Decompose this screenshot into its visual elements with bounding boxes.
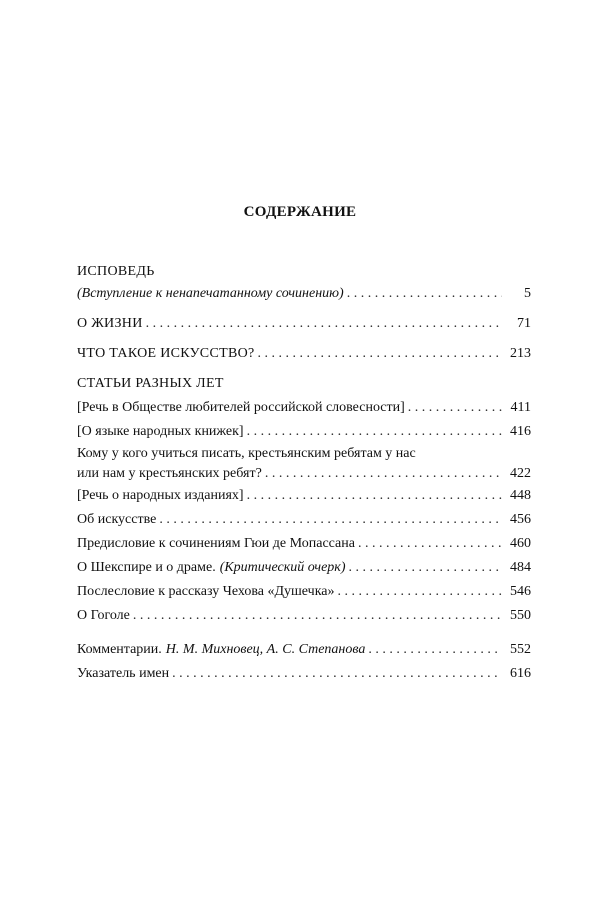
- leader-dots: [338, 582, 503, 602]
- page-number: 213: [510, 346, 531, 361]
- leader-dots: [265, 464, 502, 484]
- page-number: 448: [510, 488, 531, 503]
- toc-entry-title: [Речь о народных изданиях]: [77, 488, 244, 503]
- toc-entry: [77, 486, 531, 506]
- toc-entry-title: Кому у кого учиться писать, крестьянским ребятам у нас: [77, 446, 416, 461]
- toc-section-title: О ЖИЗНИ: [77, 316, 143, 331]
- leader-dots: [133, 606, 502, 626]
- toc-section-ispoved: [77, 262, 531, 282]
- leader-dots: [258, 344, 503, 364]
- page-number: 484: [510, 560, 531, 575]
- page-number: 416: [510, 424, 531, 439]
- toc-section-iskusstvo: [77, 344, 531, 364]
- page-title: СОДЕРЖАНИЕ: [243, 204, 357, 220]
- toc-entry: [77, 422, 531, 442]
- leader-dots: [146, 314, 502, 334]
- page-number: 550: [510, 608, 531, 623]
- leader-dots: [368, 640, 502, 660]
- page-number: 546: [510, 584, 531, 599]
- toc-section-title: СТАТЬИ РАЗНЫХ ЛЕТ: [77, 376, 224, 391]
- toc-entry: [77, 444, 531, 484]
- toc-entry-title: О Гоголе: [77, 608, 130, 623]
- leader-dots: [358, 534, 502, 554]
- leader-dots: [172, 664, 502, 684]
- toc-entry-subtitle: (Вступление к ненапечатанному сочинению): [77, 286, 344, 301]
- toc-section-stati: [77, 374, 531, 394]
- leader-dots: [408, 398, 502, 418]
- leader-dots: [347, 284, 502, 304]
- toc-entry-title-continued: или нам у крестьянских ребят?: [77, 466, 262, 481]
- page-number: 460: [510, 536, 531, 551]
- page-number: 411: [510, 400, 531, 415]
- toc-entry-ispoved-subtitle: [77, 284, 531, 304]
- toc-entry-title: Указатель имен: [77, 666, 170, 681]
- toc-entry-title: [Речь в Обществе любителей российской словесности]: [77, 400, 405, 415]
- toc-entry: [77, 398, 531, 418]
- toc-entry: [77, 558, 531, 578]
- table-of-contents: [77, 0, 531, 900]
- leader-dots: [247, 486, 502, 506]
- toc-entry: [77, 510, 531, 530]
- toc-entry-comments: [77, 640, 531, 660]
- page-number: 71: [517, 316, 531, 331]
- toc-entry-index: [77, 664, 531, 684]
- toc-entry: [77, 606, 531, 626]
- toc-section-title: ИСПОВЕДЬ: [77, 264, 155, 279]
- toc-entry-title: О Шекспире и о драме.: [77, 560, 216, 575]
- page-number: 552: [510, 642, 531, 657]
- toc-entry-title: Послесловие к рассказу Чехова «Душечка»: [77, 584, 335, 599]
- page-number: 5: [524, 286, 531, 301]
- toc-section-o-zhizni: [77, 314, 531, 334]
- toc-entry-authors: Н. М. Михновец, А. С. Степанова: [165, 642, 366, 657]
- toc-entry: [77, 582, 531, 602]
- toc-entry: [77, 534, 531, 554]
- toc-entry-title: Предисловие к сочинениям Гюи де Мопассана: [77, 536, 355, 551]
- toc-entry-subtitle: (Критический очерк): [219, 560, 346, 575]
- toc-section-title: ЧТО ТАКОЕ ИСКУССТВО?: [77, 346, 255, 361]
- page-number: 456: [510, 512, 531, 527]
- page-number: 422: [510, 466, 531, 481]
- toc-entry-title: [О языке народных книжек]: [77, 424, 244, 439]
- toc-entry-title: Комментарии.: [77, 642, 162, 657]
- leader-dots: [159, 510, 502, 530]
- leader-dots: [349, 558, 503, 578]
- leader-dots: [247, 422, 502, 442]
- toc-entry-title: Об искусстве: [77, 512, 157, 527]
- page-number: 616: [510, 666, 531, 681]
